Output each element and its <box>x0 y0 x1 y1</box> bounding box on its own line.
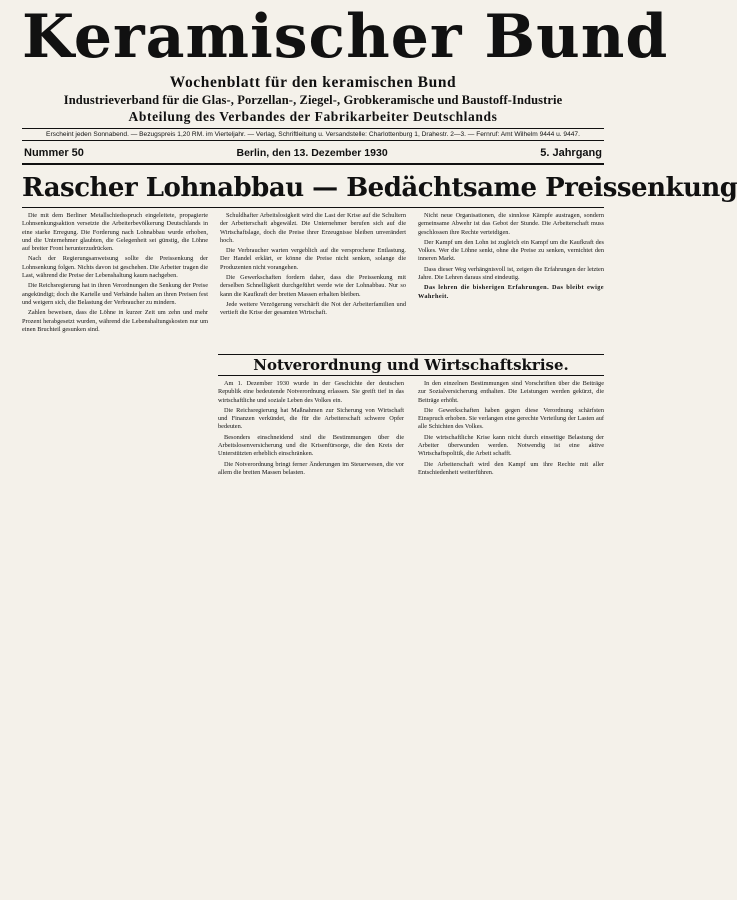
paragraph: Dass dieser Weg verhängnisvoll ist, zeigen die Erfahrungen der letzten Jahre. Die Lehren daraus sind eindeutig. <box>418 265 604 282</box>
publication-info: Erscheint jeden Sonnabend. — Bezugspreis 1,20 RM. im Vierteljahr. — Verlag, Schriftleitung u. Versandstelle: Charlottenburg 1, Drahestr. 2—3. — Fernruf: Amt Wilhelm 9444 u. 9447. <box>22 128 604 141</box>
section-line: Abteilung des Verbandes der Fabrikarbeiter Deutschlands <box>128 109 498 124</box>
newspaper-page <box>22 2 737 894</box>
paragraph: Die Reichsregierung hat Maßnahmen zur Sicherung von Wirtschaft und Finanzen verkündet, die für die Arbeiterschaft schwere Opfer bedeuten. <box>218 406 404 431</box>
second-column-1 <box>218 380 404 900</box>
masthead-title: Keramischer Bund <box>22 2 669 72</box>
paragraph: Das lehren die bisherigen Erfahrungen. Das bleibt ewige Wahrheit. <box>418 284 604 300</box>
paragraph: Die Verbraucher warten vergeblich auf die versprochene Entlastung. Der Handel erklärt, er könne die Preise nicht senken, solange die Produzenten nicht vorangehen. <box>220 247 406 271</box>
paragraph: Die Notverordnung bringt ferner Änderungen im Steuerwesen, die vor allem die breiten Massen belasten. <box>218 460 404 476</box>
paragraph: Die Reichsregierung hat in ihren Verordnungen die Senkung der Preise angekündigt; doch die Kartelle und Verbände halten an ihren Preisen fest und weigern sich, die Belastung der Verbraucher zu mindern. <box>22 282 208 306</box>
paragraph: Die mit dem Berliner Metallschiedsspruch eingeleitete, propagierte Lohnsenkungsaktion versetzte die Arbeiterbevölkerung Deutschlands in eine starke Erregung. Die Forderung nach Lohnabbau wurde erhoben, und die Unternehmer glaubten, die Gelegenheit sei günstig, die Löhne auf breiter Front herunterzudrücken. <box>22 212 208 253</box>
issue-number: Nummer 50 <box>24 147 84 159</box>
paragraph: Nach der Regierungsanweisung sollte die Preissenkung der Lohnsenkung folgen. Nichts davon ist geschehen. Die Arbeiter tragen die Last, während die Preise der Lebenshaltung kaum nachgeben. <box>22 255 208 280</box>
paragraph: Der Kampf um den Lohn ist zugleich ein Kampf um die Kaufkraft des Volkes. Wer die Löhne senkt, ohne die Preise zu senken, vernichtet den inneren Markt. <box>418 238 604 263</box>
federation-line: Industrieverband für die Glas-, Porzellan-, Ziegel-, Grobkeramische und Baustoff-Industrie <box>63 93 563 107</box>
paragraph: Besonders einschneidend sind die Bestimmungen über die Arbeitslosenversicherung und die Krisenfürsorge, die den Kreis der Unterstützten erheblich einschränken. <box>218 433 404 458</box>
paragraph: Die Gewerkschaften fordern daher, dass die Preissenkung mit derselben Schnelligkeit durchgeführt werde wie der Lohnabbau. Nur so kann die Kaufkraft der breiten Massen erhalten bleiben. <box>220 274 406 298</box>
issue-bar <box>22 143 604 165</box>
second-article-columns <box>218 380 604 900</box>
paragraph: Am 1. Dezember 1930 wurde in der Geschichte der deutschen Republik eine bedeutende Notverordnung erlassen. Sie greift tief in das wirtschaftliche und soziale Leben des Volkes ein. <box>218 380 404 404</box>
article-column-1 <box>22 212 208 842</box>
second-article <box>218 350 604 900</box>
paragraph: Nicht neue Organisationen, die sinnlose Kämpfe austragen, sondern gemeinsame Abwehr ist das Gebot der Stunde. Die Arbeiterschaft muss geschlossen ihre Rechte verteidigen. <box>418 212 604 236</box>
paragraph: Schuldhafter Arbeitslosigkeit wird die Last der Krise auf die Schultern der Arbeiterschaft abgewälzt. Die Unternehmer berufen sich auf die Wirtschaftslage, doch die Preise ihrer Erzeugnisse bleiben unverändert hoch. <box>220 212 406 244</box>
lead-headline: Rascher Lohnabbau — Bedächtsame Preissenkung <box>22 171 604 208</box>
masthead-subtitle: Wochenblatt für den keramischen Bund <box>169 74 457 91</box>
second-column-2 <box>418 380 604 900</box>
second-headline: Notverordnung und Wirtschaftskrise. <box>218 354 604 376</box>
paragraph: Die wirtschaftliche Krise kann nicht durch einseitige Belastung der Arbeiter überwunden werden. Notwendig ist eine aktive Wirtschaftspolitik, die Arbeit schafft. <box>418 433 604 458</box>
paragraph: In den einzelnen Bestimmungen sind Vorschriften über die Beiträge zur Sozialversicherung enthalten. Die Leistungen werden gekürzt, die Beiträge erhöht. <box>418 380 604 404</box>
issue-volume: 5. Jahrgang <box>540 147 602 159</box>
issue-date: Berlin, den 13. Dezember 1930 <box>236 147 388 159</box>
paragraph: Zahlen beweisen, dass die Löhne in kurzer Zeit um zehn und mehr Prozent herabgesetzt wurden, während die Lebenshaltungskosten nur um einen Bruchteil gesunken sind. <box>22 309 208 333</box>
paragraph: Jede weitere Verzögerung verschärft die Not der Arbeiterfamilien und vertieft die Krise der gesamten Wirtschaft. <box>220 300 406 317</box>
paragraph: Die Arbeiterschaft wird den Kampf um ihre Rechte mit aller Entschiedenheit weiterführen. <box>418 460 604 476</box>
paragraph: Die Gewerkschaften haben gegen diese Verordnung schärfsten Einspruch erhoben. Sie verlangen eine gerechte Verteilung der Lasten auf alle Schichten des Volkes. <box>418 406 604 431</box>
